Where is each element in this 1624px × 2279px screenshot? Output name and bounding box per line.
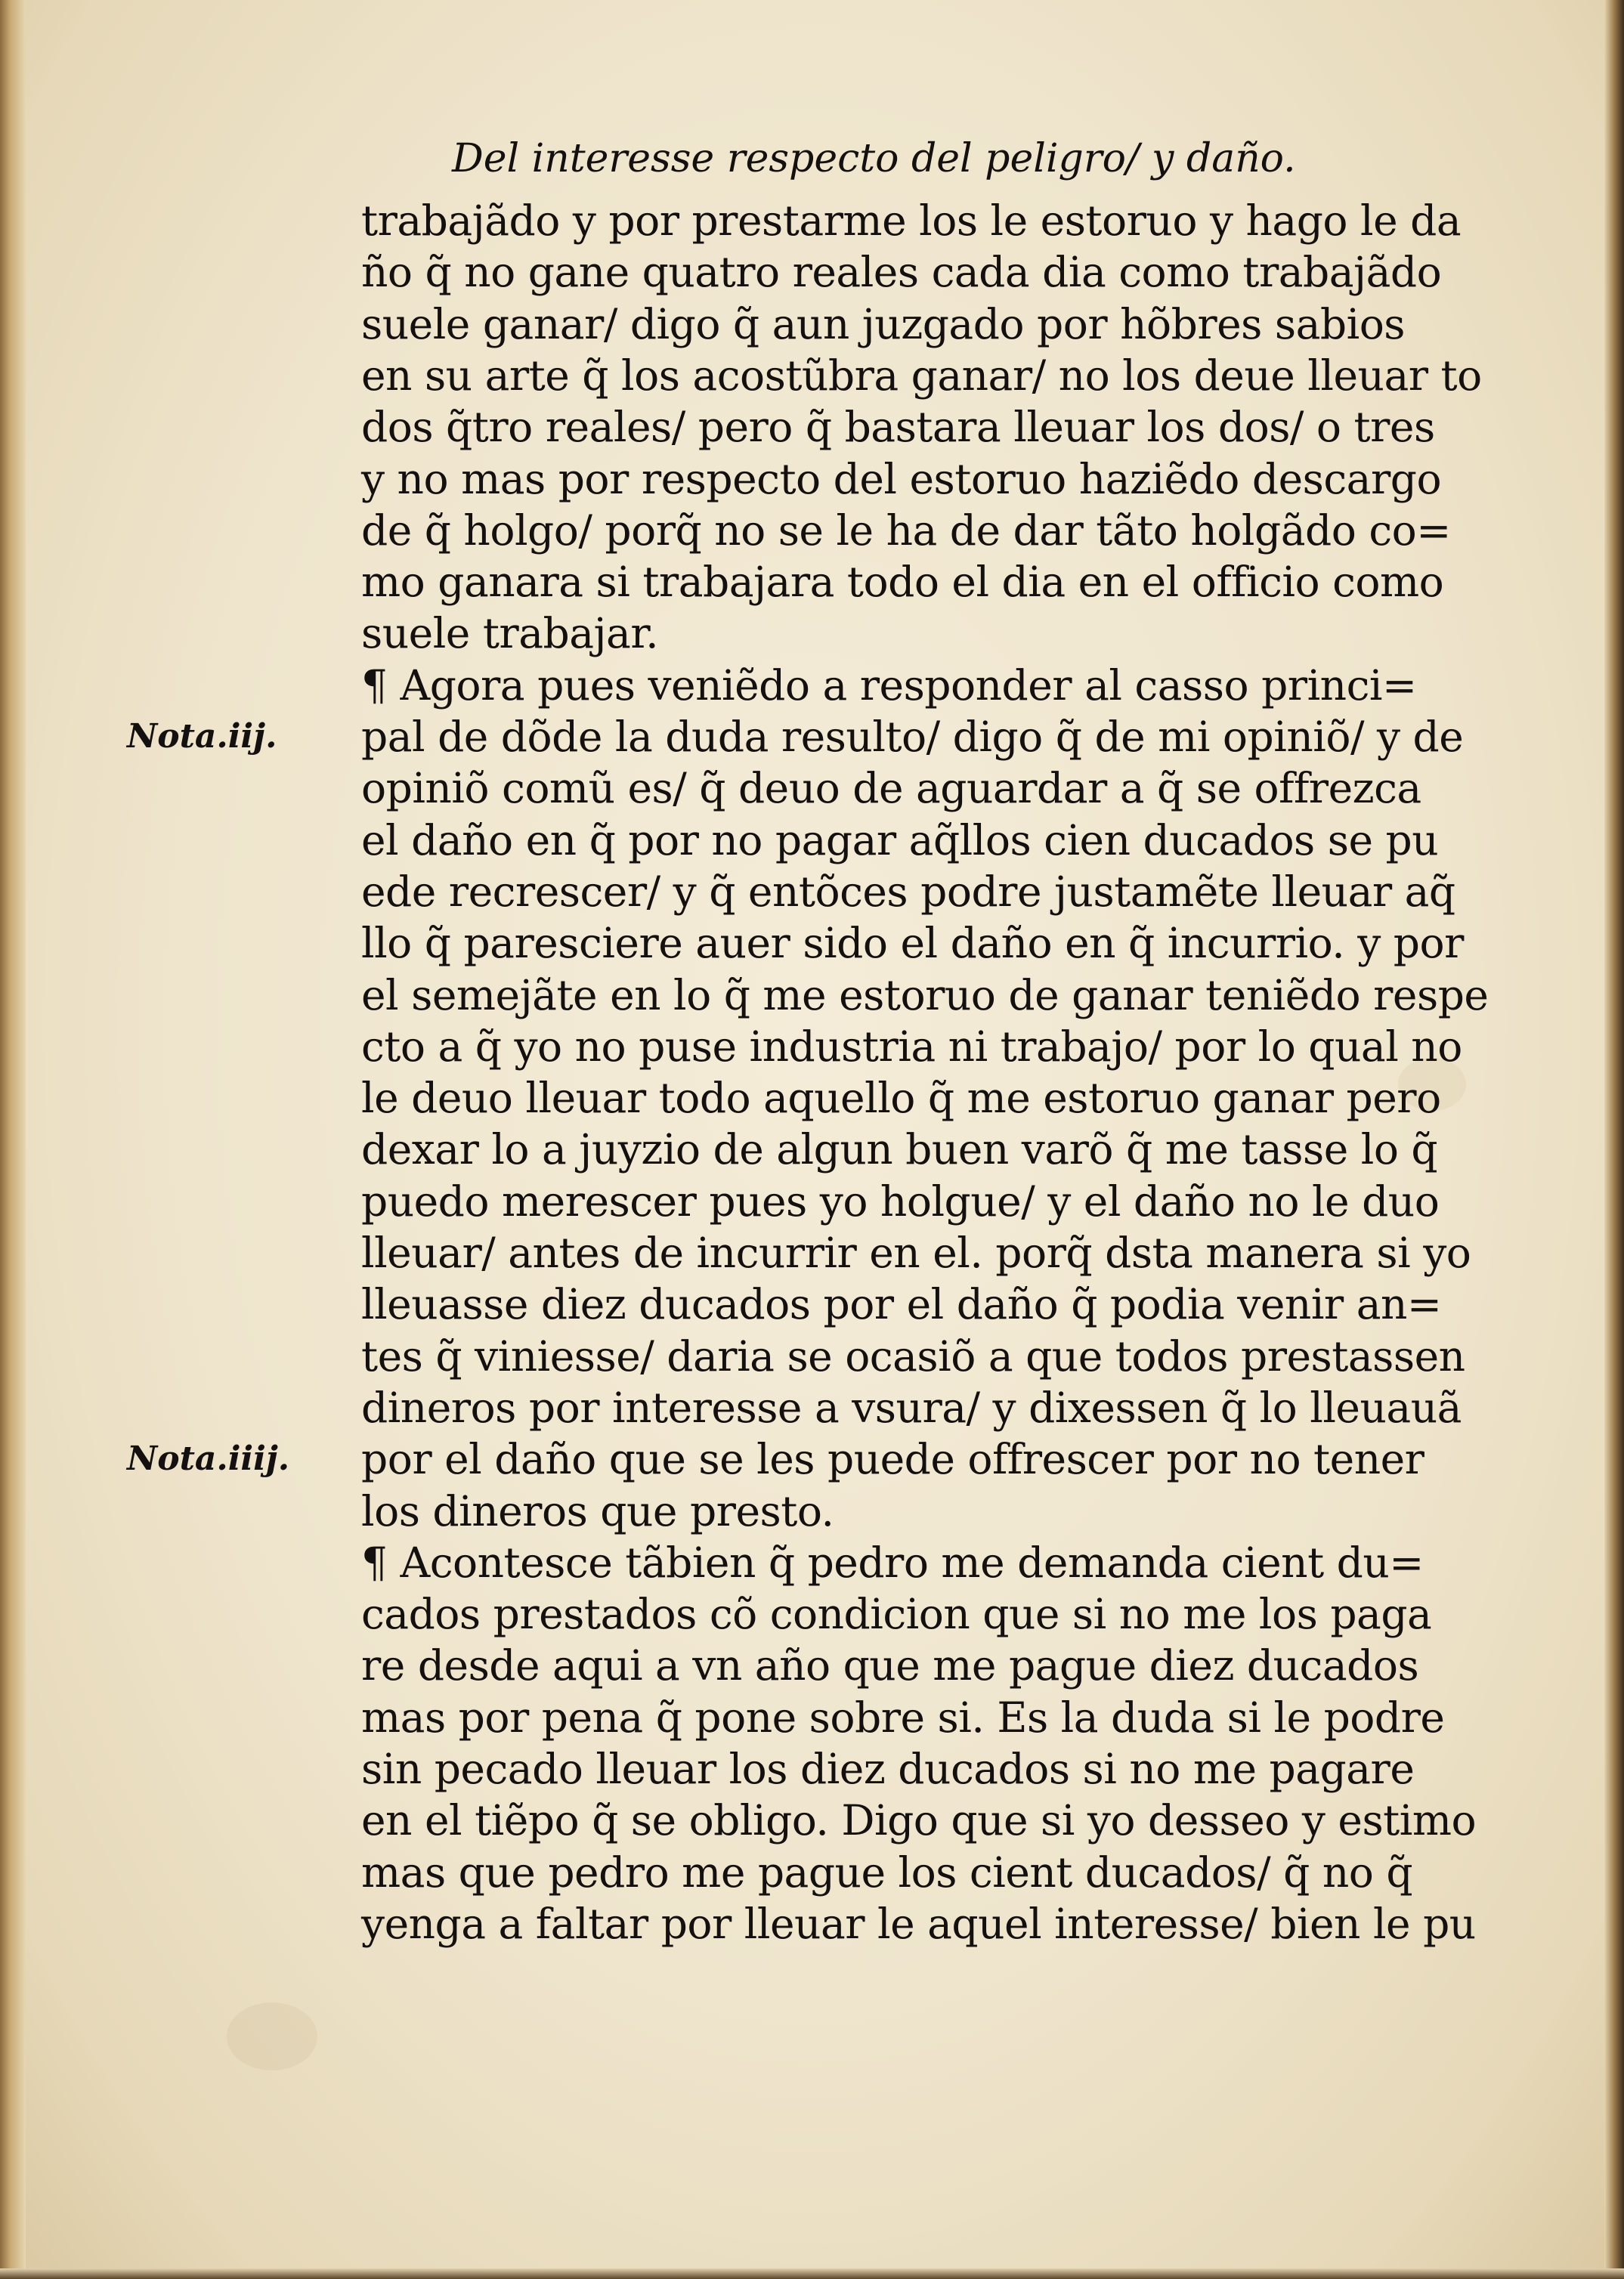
margin-note: Nota.iiij. bbox=[127, 1439, 290, 1479]
text-line: mo ganara si trabajara todo el dia en el officio como bbox=[361, 558, 1444, 607]
text-line: el semejãte en lo q̃ me estoruo de ganar teniẽdo respe bbox=[361, 970, 1489, 1019]
text-line: en el tiẽpo q̃ se obligo. Digo que si yo desseo y estimo bbox=[361, 1796, 1477, 1845]
text-line: ¶ Acontesce tãbien q̃ pedro me demanda cient du= bbox=[361, 1538, 1424, 1587]
text-line: de q̃ holgo/ porq̃ no se le ha de dar tãto holgãdo co= bbox=[361, 506, 1451, 555]
text-line: tes q̃ viniesse/ daria se ocasiõ a que todos prestassen bbox=[361, 1331, 1465, 1381]
text-line: mas que pedro me pague los cient ducados/ q̃ no q̃ bbox=[361, 1848, 1413, 1897]
paper-stain bbox=[227, 2002, 317, 2070]
text-line: puedo merescer pues yo holgue/ y el daño no le duo bbox=[361, 1177, 1440, 1226]
text-line: yenga a faltar por lleuar le aquel interesse/ bien le pu bbox=[361, 1899, 1476, 1948]
text-line: en su arte q̃ los acostũbra ganar/ no los deue lleuar to bbox=[361, 351, 1482, 400]
text-line: el daño en q̃ por no pagar aq̃llos cien ducados se pu bbox=[361, 815, 1439, 864]
text-line: cto a q̃ yo no puse industria ni trabajo/ por lo qual no bbox=[361, 1022, 1462, 1071]
text-line: ¶ Agora pues veniẽdo a responder al casso princi= bbox=[361, 660, 1417, 710]
page-edge-right bbox=[1604, 0, 1624, 2279]
text-line: le deuo lleuar todo aquello q̃ me estoruo ganar pero bbox=[361, 1074, 1441, 1123]
text-line: dos q̃tro reales/ pero q̃ bastara lleuar los dos/ o tres bbox=[361, 403, 1435, 452]
page-edge-left bbox=[0, 0, 26, 2279]
text-line: mas por pena q̃ pone sobre si. Es la duda si le podre bbox=[361, 1693, 1445, 1742]
text-line: lleuasse diez ducados por el daño q̃ podia venir an= bbox=[361, 1280, 1442, 1329]
text-line: suele trabajar. bbox=[361, 609, 659, 658]
text-line: ede recrescer/ y q̃ entõces podre justamẽte lleuar aq̃ bbox=[361, 867, 1455, 916]
text-line: opiniõ comũ es/ q̃ deuo de aguardar a q̃ se offrezca bbox=[361, 764, 1421, 813]
text-line: pal de dõde la duda resulto/ digo q̃ de mi opiniõ/ y de bbox=[361, 713, 1464, 761]
text-line: dexar lo a juyzio de algun buen varõ q̃ me tasse lo q̃ bbox=[361, 1125, 1438, 1174]
text-line: re desde aqui a vn año que me pague diez ducados bbox=[361, 1641, 1419, 1690]
margin-note: Nota.iij. bbox=[127, 717, 277, 756]
page-edge-bottom bbox=[0, 2268, 1624, 2279]
text-line: llo q̃ paresciere auer sido el daño en q̃ incurrio. y por bbox=[361, 919, 1464, 968]
text-line: cados prestados cõ condicion que si no me los paga bbox=[361, 1590, 1432, 1639]
text-line: y no mas por respecto del estoruo haziẽdo descargo bbox=[361, 454, 1442, 503]
text-line: lleuar/ antes de incurrir en el. porq̃ dsta manera si yo bbox=[361, 1229, 1471, 1277]
text-line: por el daño que se les puede offrescer por no tener bbox=[361, 1435, 1424, 1484]
text-line: suele ganar/ digo q̃ aun juzgado por hõbres sabios bbox=[361, 299, 1406, 348]
text-line: dineros por interesse a vsura/ y dixessen q̃ lo lleuauã bbox=[361, 1383, 1462, 1432]
text-line: ño q̃ no gane quatro reales cada dia como trabajãdo bbox=[361, 248, 1442, 297]
text-line: sin pecado lleuar los diez ducados si no me pagare bbox=[361, 1745, 1415, 1793]
running-head: Del interesse respecto del peligro/ y daño. bbox=[452, 136, 1296, 181]
text-line: los dineros que presto. bbox=[361, 1486, 834, 1535]
text-line: trabajãdo y por prestarme los le estoruo y hago le da bbox=[361, 196, 1462, 245]
